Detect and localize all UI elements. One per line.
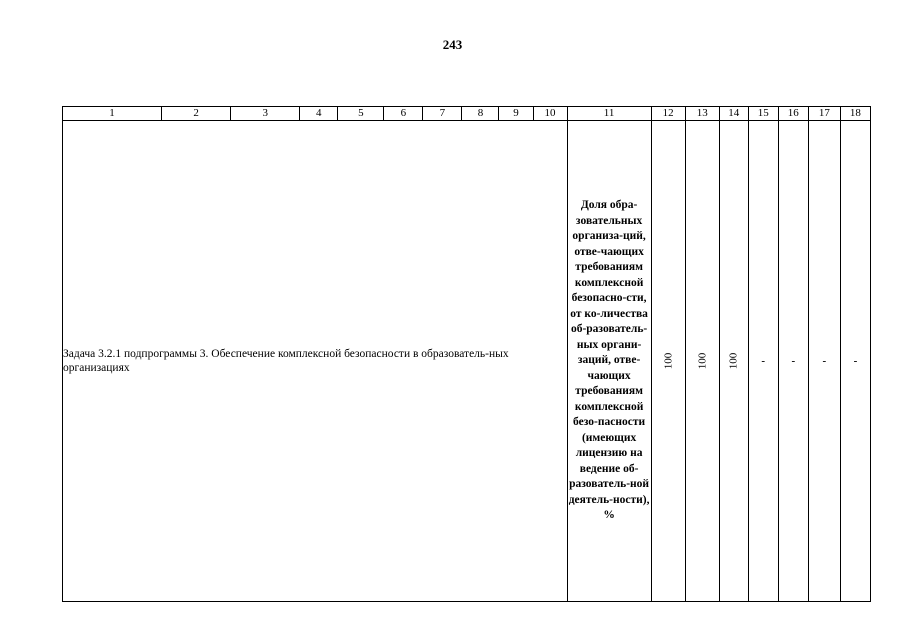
indicator-name-cell xyxy=(567,121,651,602)
column-header: 2 xyxy=(162,107,231,121)
column-header: 16 xyxy=(778,107,808,121)
indicator-value: 100 xyxy=(696,352,709,370)
value-cell-12 xyxy=(651,121,685,602)
indicator-value: 100 xyxy=(662,352,675,370)
column-header: 12 xyxy=(651,107,685,121)
column-header: 6 xyxy=(384,107,423,121)
column-header: 11 xyxy=(567,107,651,121)
indicator-value: - xyxy=(853,355,858,367)
column-header: 8 xyxy=(462,107,499,121)
indicator-value: - xyxy=(791,355,796,367)
value-cell-13 xyxy=(685,121,719,602)
indicator-name: Доля обра-зовательных организа-ций, отве-чающих требованиям комплексной безопасно-сти, от ко-личества об-разователь-ных органи-заций, отве-чающих требованиям комплексной безо-пасности (имеющих лицензию на ведение об-разователь-ной деятель-ности), % xyxy=(568,199,650,522)
column-header: 17 xyxy=(808,107,840,121)
page-number: 243 xyxy=(442,37,463,52)
column-header: 7 xyxy=(423,107,462,121)
column-header: 1 xyxy=(63,107,162,121)
value-cell-15 xyxy=(748,121,778,602)
column-header: 3 xyxy=(231,107,300,121)
value-cell-18 xyxy=(840,121,870,602)
value-cell-17 xyxy=(808,121,840,602)
column-header: 9 xyxy=(499,107,533,121)
column-header: 10 xyxy=(533,107,567,121)
indicator-value: 100 xyxy=(727,352,740,370)
indicator-value: - xyxy=(761,355,766,367)
value-cell-14 xyxy=(719,121,748,602)
indicator-table xyxy=(62,106,871,602)
indicator-value: - xyxy=(822,355,827,367)
column-header: 13 xyxy=(685,107,719,121)
column-header: 5 xyxy=(338,107,384,121)
column-header: 4 xyxy=(300,107,338,121)
column-header: 18 xyxy=(840,107,870,121)
column-number-row xyxy=(63,107,871,121)
column-header: 15 xyxy=(748,107,778,121)
task-row xyxy=(63,121,871,602)
task-description: Задача 3.2.1 подпрограммы 3. Обеспечение комплексной безопасности в образователь-ных организациях xyxy=(63,348,509,374)
task-description-cell xyxy=(63,121,568,602)
column-header: 14 xyxy=(719,107,748,121)
value-cell-16 xyxy=(778,121,808,602)
